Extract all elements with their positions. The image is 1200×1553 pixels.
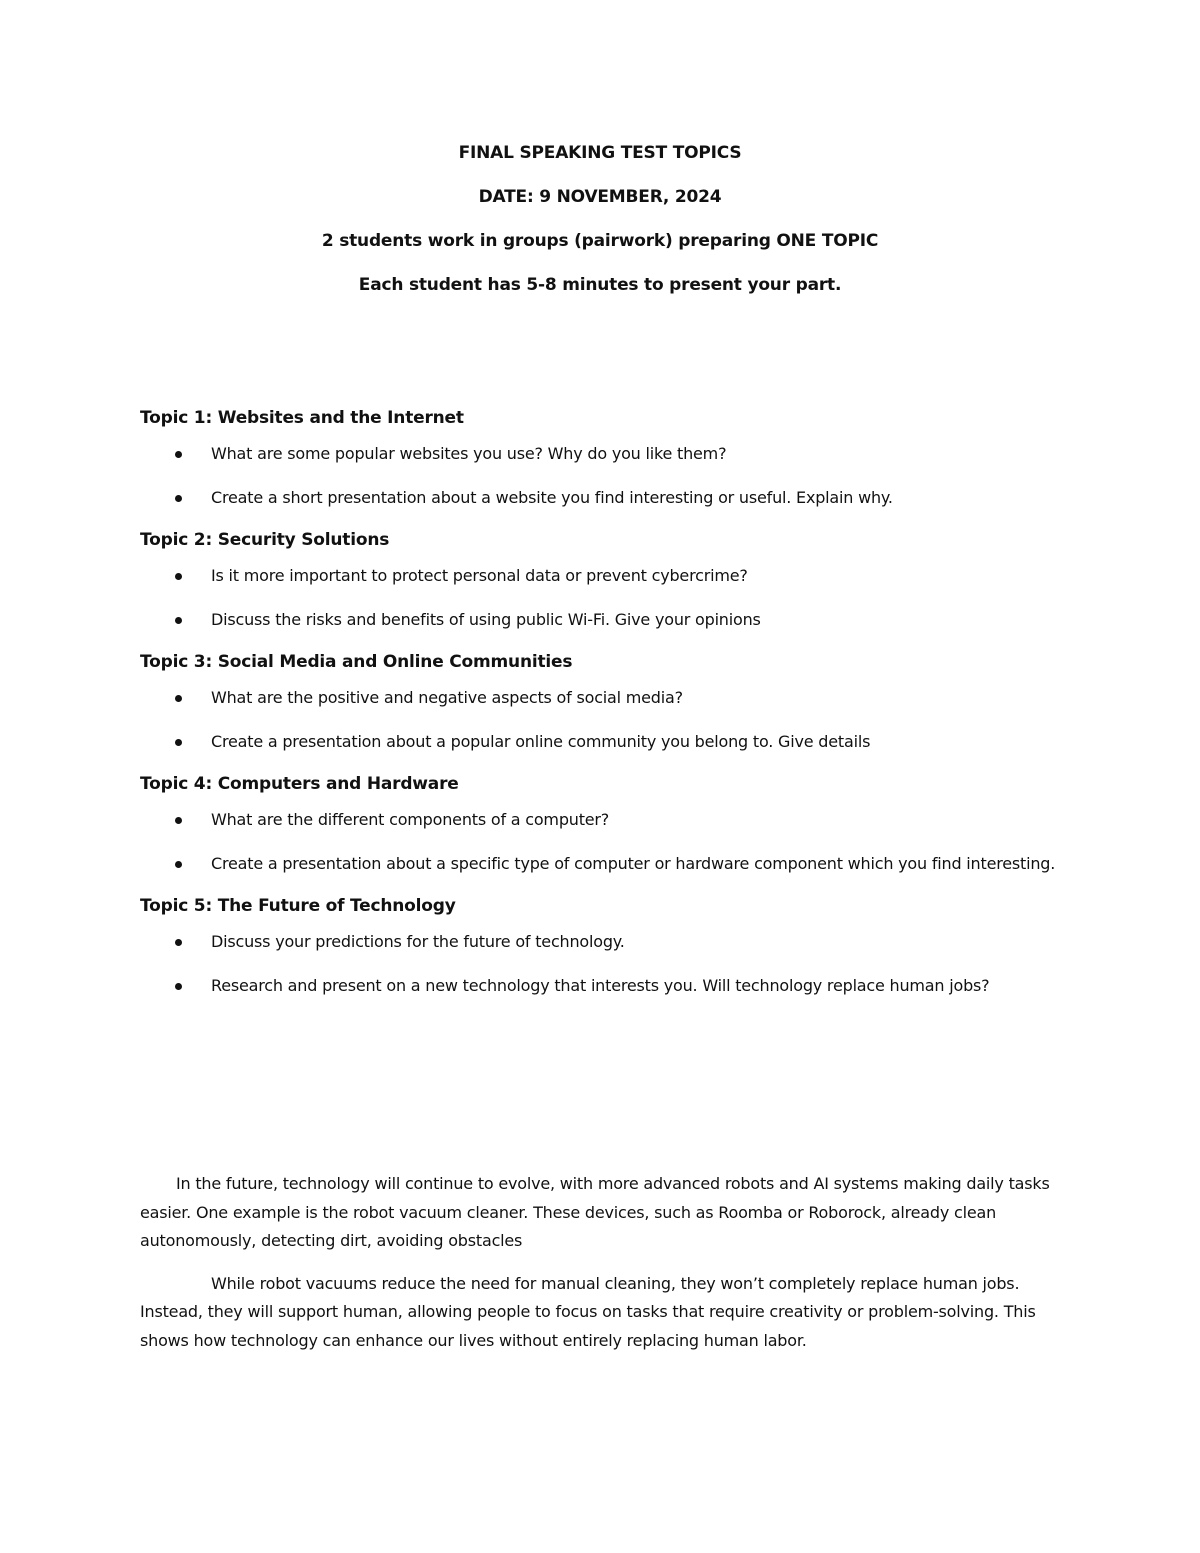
list-item bbox=[140, 806, 1060, 834]
topic-1 bbox=[140, 406, 1060, 512]
bullet-text: What are some popular websites you use? Why do you like them? bbox=[211, 444, 727, 463]
list-item bbox=[140, 728, 1060, 756]
bullet-text: What are the positive and negative aspects of social media? bbox=[211, 688, 683, 707]
body-paragraphs bbox=[140, 1170, 1060, 1369]
list-item bbox=[140, 850, 1060, 878]
bullet-text: Create a presentation about a popular online community you belong to. Give details bbox=[211, 732, 871, 751]
bullet-text: Create a presentation about a specific type of computer or hardware component which you find interesting. bbox=[211, 854, 1056, 873]
list-item bbox=[140, 928, 1060, 956]
topic-2 bbox=[140, 528, 1060, 634]
bullet-icon bbox=[175, 939, 182, 946]
document-header bbox=[0, 142, 1200, 318]
topic-heading: Topic 1: Websites and the Internet bbox=[140, 408, 464, 428]
bullet-icon bbox=[175, 817, 182, 824]
bullet-text: Is it more important to protect personal data or prevent cybercrime? bbox=[211, 566, 748, 585]
bullet-icon bbox=[175, 861, 182, 868]
bullet-icon bbox=[175, 573, 182, 580]
list-item bbox=[140, 562, 1060, 590]
topic-5 bbox=[140, 894, 1060, 1000]
bullet-icon bbox=[175, 617, 182, 624]
bullet-icon bbox=[175, 739, 182, 746]
list-item bbox=[140, 440, 1060, 468]
instruction-time: Each student has 5-8 minutes to present your part. bbox=[358, 275, 842, 295]
topic-3 bbox=[140, 650, 1060, 756]
paragraph-future-technology: In the future, technology will continue to evolve, with more advanced robots and AI systems making daily tasks easier. One example is the robot vacuum cleaner. These devices, such as Roomba or Roborock, already clean autonomously, detecting dirt, avoiding obstacles bbox=[140, 1174, 1050, 1250]
bullet-text: Discuss your predictions for the future of technology. bbox=[211, 932, 625, 951]
list-item bbox=[140, 684, 1060, 712]
topic-bullets bbox=[140, 440, 1060, 512]
bullet-text: Research and present on a new technology that interests you. Will technology replace human jobs? bbox=[211, 976, 990, 995]
list-item bbox=[140, 606, 1060, 634]
topic-heading: Topic 3: Social Media and Online Communities bbox=[140, 652, 573, 672]
bullet-icon bbox=[175, 451, 182, 458]
list-item bbox=[140, 972, 1060, 1000]
bullet-text: What are the different components of a computer? bbox=[211, 810, 610, 829]
topics-list bbox=[140, 406, 1060, 1016]
list-item bbox=[140, 484, 1060, 512]
document-date: DATE: 9 NOVEMBER, 2024 bbox=[478, 187, 722, 207]
topic-heading: Topic 4: Computers and Hardware bbox=[140, 774, 459, 794]
topic-bullets bbox=[140, 928, 1060, 1000]
paragraph-robot-vacuums: While robot vacuums reduce the need for manual cleaning, they won’t completely replace human jobs. Instead, they will support human, allowing people to focus on tasks that require creativity or problem-solving. This shows how technology can enhance our lives without entirely replacing human labor. bbox=[140, 1273, 1036, 1350]
bullet-icon bbox=[175, 983, 182, 990]
topic-4 bbox=[140, 772, 1060, 878]
topic-heading: Topic 5: The Future of Technology bbox=[140, 896, 456, 916]
instruction-pairwork: 2 students work in groups (pairwork) preparing ONE TOPIC bbox=[321, 231, 879, 251]
topic-bullets bbox=[140, 806, 1060, 878]
document-title: FINAL SPEAKING TEST TOPICS bbox=[458, 143, 742, 163]
bullet-icon bbox=[175, 695, 182, 702]
bullet-icon bbox=[175, 495, 182, 502]
bullet-text: Create a short presentation about a website you find interesting or useful. Explain why. bbox=[211, 488, 893, 507]
topic-bullets bbox=[140, 562, 1060, 634]
topic-heading: Topic 2: Security Solutions bbox=[140, 530, 390, 550]
topic-bullets bbox=[140, 684, 1060, 756]
bullet-text: Discuss the risks and benefits of using public Wi-Fi. Give your opinions bbox=[211, 610, 761, 629]
